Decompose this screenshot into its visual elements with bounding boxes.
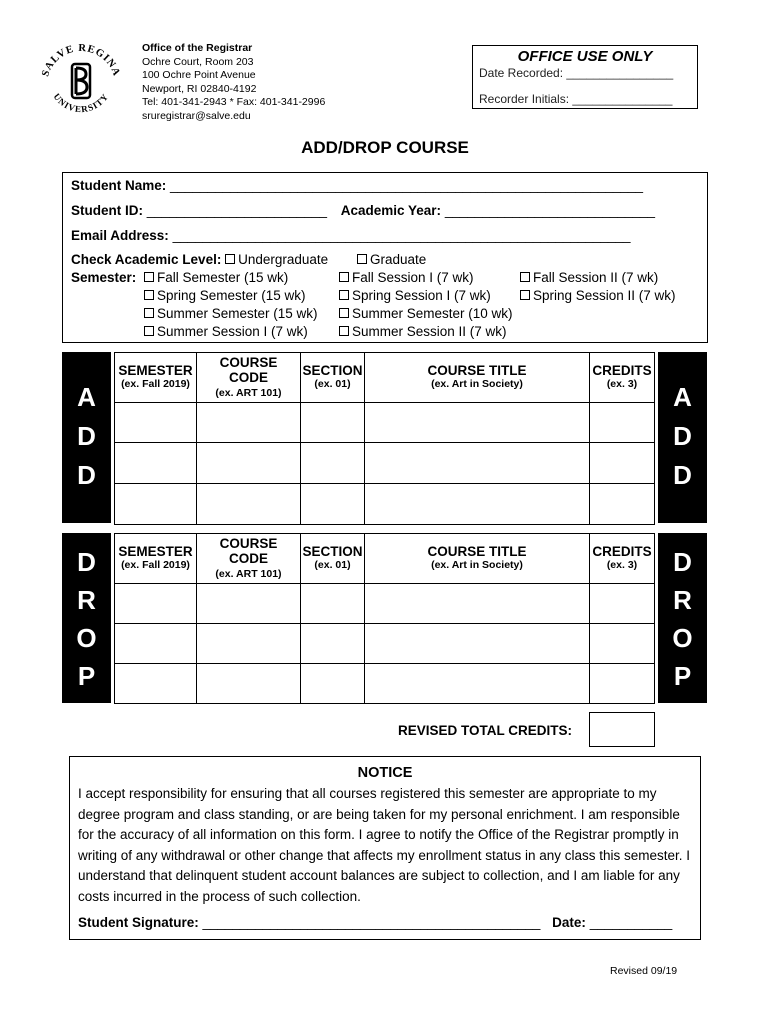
side-letter: A	[673, 382, 692, 412]
date-label: Date:	[552, 915, 586, 930]
notice-body: I accept responsibility for ensuring that all courses registered this semester are appropriate to my degree program and class standing, or are being taken for my personal enrichment. I am responsible for the accuracy of all information on this form. I agree to notify the Office of the Registrar promptly in writing of any withdrawal or other change that affects my enrollment status in any class this semester. I understand that delinquent student account balances are subject to collection, and I am liable for any costs incurred in the process of such collection.	[78, 786, 691, 904]
table-row	[115, 484, 655, 525]
semester-option[interactable]: Fall Semester (15 wk)	[144, 270, 288, 285]
signature-field[interactable]: _____________________________________________	[202, 915, 541, 930]
drop-side-label-right	[658, 533, 707, 703]
table-cell[interactable]	[115, 443, 197, 484]
email-field[interactable]: _____________________________________________________________	[172, 228, 631, 243]
student-id-field[interactable]: ________________________	[146, 203, 327, 218]
form-title: ADD/DROP COURSE	[301, 138, 469, 157]
signature-row	[78, 915, 672, 930]
semester-header: SEMESTER (ex. Fall 2019)	[115, 353, 197, 403]
academic-year-field[interactable]: ____________________________	[444, 203, 656, 218]
checkbox[interactable]	[144, 308, 154, 318]
table-cell[interactable]	[301, 584, 365, 624]
office-use-title: OFFICE USE ONLY	[517, 48, 653, 65]
credits-header: CREDITS (ex. 3)	[590, 534, 655, 584]
drop-course-table	[114, 533, 655, 704]
revised-total-credits-field[interactable]	[589, 712, 655, 747]
table-cell[interactable]	[301, 484, 365, 525]
semester-option[interactable]: Fall Session I (7 wk)	[339, 270, 474, 285]
semester-option[interactable]: Spring Session I (7 wk)	[339, 288, 491, 303]
course-code-header: COURSE CODE (ex. ART 101)	[197, 353, 301, 403]
table-cell[interactable]	[590, 624, 655, 664]
table-row	[115, 443, 655, 484]
table-cell[interactable]	[301, 664, 365, 704]
table-cell[interactable]	[365, 624, 590, 664]
recorder-initials-field[interactable]: Recorder Initials: _______________	[479, 92, 673, 106]
add-side-label-right	[658, 352, 707, 523]
signature-label: Student Signature:	[78, 915, 199, 930]
side-letter: D	[77, 421, 96, 451]
table-header-row	[115, 353, 655, 403]
table-cell[interactable]	[590, 584, 655, 624]
seal-top-text: SALVE REGINA	[40, 42, 122, 79]
semester-header: SEMESTER (ex. Fall 2019)	[115, 534, 197, 584]
notice-box	[69, 756, 701, 940]
section-header: SECTION (ex. 01)	[301, 534, 365, 584]
side-letter: P	[673, 661, 692, 691]
checkbox[interactable]	[520, 290, 530, 300]
table-cell[interactable]	[301, 443, 365, 484]
revision-date: Revised 09/19	[610, 965, 678, 977]
add-side-label-left	[62, 352, 111, 523]
checkbox[interactable]	[339, 290, 349, 300]
table-header-row	[115, 534, 655, 584]
side-letter: D	[77, 547, 96, 577]
semester-option[interactable]: Spring Semester (15 wk)	[144, 288, 306, 303]
table-cell[interactable]	[365, 584, 590, 624]
svg-text:SALVE REGINA	[40, 43, 122, 78]
university-seal	[38, 38, 124, 124]
address-line: 100 Ochre Point Avenue	[142, 69, 256, 81]
registrar-address	[142, 42, 325, 123]
checkbox[interactable]	[144, 290, 154, 300]
address-line: Newport, RI 02840-4192	[142, 82, 257, 95]
date-recorded-field[interactable]: Date Recorded: ________________	[479, 66, 674, 80]
drop-side-label-left	[62, 533, 111, 703]
table-cell[interactable]	[590, 484, 655, 525]
checkbox[interactable]	[357, 254, 367, 264]
credits-header: CREDITS (ex. 3)	[590, 353, 655, 403]
registrar-title: Office of the Registrar	[142, 42, 253, 54]
checkbox[interactable]	[339, 308, 349, 318]
side-letter: D	[673, 421, 692, 451]
side-letter: A	[77, 382, 96, 412]
table-row	[115, 664, 655, 704]
side-letter: D	[77, 460, 96, 490]
semester-option[interactable]: Summer Session II (7 wk)	[339, 324, 507, 339]
table-cell[interactable]	[197, 584, 301, 624]
semester-option[interactable]: Spring Session II (7 wk)	[520, 288, 676, 303]
office-use-box	[472, 45, 698, 109]
seal-bottom-text: UNIVERSITY	[51, 91, 111, 115]
email-line: sruregistrar@salve.edu	[142, 109, 251, 122]
table-cell[interactable]	[365, 443, 590, 484]
table-cell[interactable]	[197, 443, 301, 484]
table-cell[interactable]	[365, 664, 590, 704]
table-cell[interactable]	[590, 664, 655, 704]
course-title-header: COURSE TITLE (ex. Art in Society)	[365, 353, 590, 403]
notice-title: NOTICE	[357, 765, 413, 781]
checkbox[interactable]	[144, 272, 154, 282]
table-cell[interactable]	[365, 484, 590, 525]
level-graduate-option[interactable]: Graduate	[357, 252, 426, 267]
table-row	[115, 403, 655, 443]
side-letter: D	[673, 460, 692, 490]
student-info-box	[62, 172, 708, 343]
table-cell[interactable]	[301, 403, 365, 443]
table-cell[interactable]	[197, 624, 301, 664]
address-line: Ochre Court, Room 203	[142, 55, 254, 68]
checkbox[interactable]	[225, 254, 235, 264]
table-cell[interactable]	[115, 624, 197, 664]
checkbox[interactable]	[339, 272, 349, 282]
date-field[interactable]: ___________	[589, 915, 673, 930]
table-row	[115, 584, 655, 624]
table-cell[interactable]	[590, 403, 655, 443]
semester-label: Semester:	[71, 270, 137, 285]
side-letter: O	[76, 623, 97, 653]
checkbox[interactable]	[520, 272, 530, 282]
course-code-header: COURSE CODE (ex. ART 101)	[197, 534, 301, 584]
revised-total-credits-label: REVISED TOTAL CREDITS:	[398, 723, 573, 738]
semester-option[interactable]: Fall Session II (7 wk)	[520, 270, 658, 285]
table-cell[interactable]	[115, 584, 197, 624]
academic-year-label: Academic Year:	[340, 203, 442, 218]
course-title-header: COURSE TITLE (ex. Art in Society)	[365, 534, 590, 584]
table-cell[interactable]	[115, 484, 197, 525]
checkbox[interactable]	[144, 326, 154, 336]
phone-fax-line: Tel: 401-341-2943 * Fax: 401-341-2996	[142, 96, 326, 108]
side-letter: R	[77, 585, 96, 615]
side-letter: P	[77, 661, 96, 691]
table-cell[interactable]	[301, 624, 365, 664]
section-header: SECTION (ex. 01)	[301, 353, 365, 403]
semester-option[interactable]: Summer Semester (10 wk)	[339, 306, 513, 321]
table-cell[interactable]	[197, 664, 301, 704]
side-letter: R	[673, 585, 692, 615]
table-cell[interactable]	[115, 664, 197, 704]
side-letter: O	[672, 623, 693, 653]
student-id-label: Student ID:	[71, 203, 143, 218]
add-course-table	[114, 352, 655, 525]
level-undergraduate-option[interactable]: Undergraduate	[225, 252, 328, 267]
table-row	[115, 624, 655, 664]
student-name-label: Student Name:	[71, 178, 167, 193]
table-cell[interactable]	[115, 403, 197, 443]
table-cell[interactable]	[197, 403, 301, 443]
student-name-field[interactable]: _______________________________________________________________	[170, 178, 644, 193]
email-label: Email Address:	[71, 228, 169, 243]
semester-option[interactable]: Summer Session I (7 wk)	[144, 324, 308, 339]
table-cell[interactable]	[197, 484, 301, 525]
table-cell[interactable]	[365, 403, 590, 443]
checkbox[interactable]	[339, 326, 349, 336]
semester-option[interactable]: Summer Semester (15 wk)	[144, 306, 318, 321]
table-cell[interactable]	[590, 443, 655, 484]
academic-level-label: Check Academic Level:	[71, 252, 222, 267]
side-letter: D	[673, 547, 692, 577]
